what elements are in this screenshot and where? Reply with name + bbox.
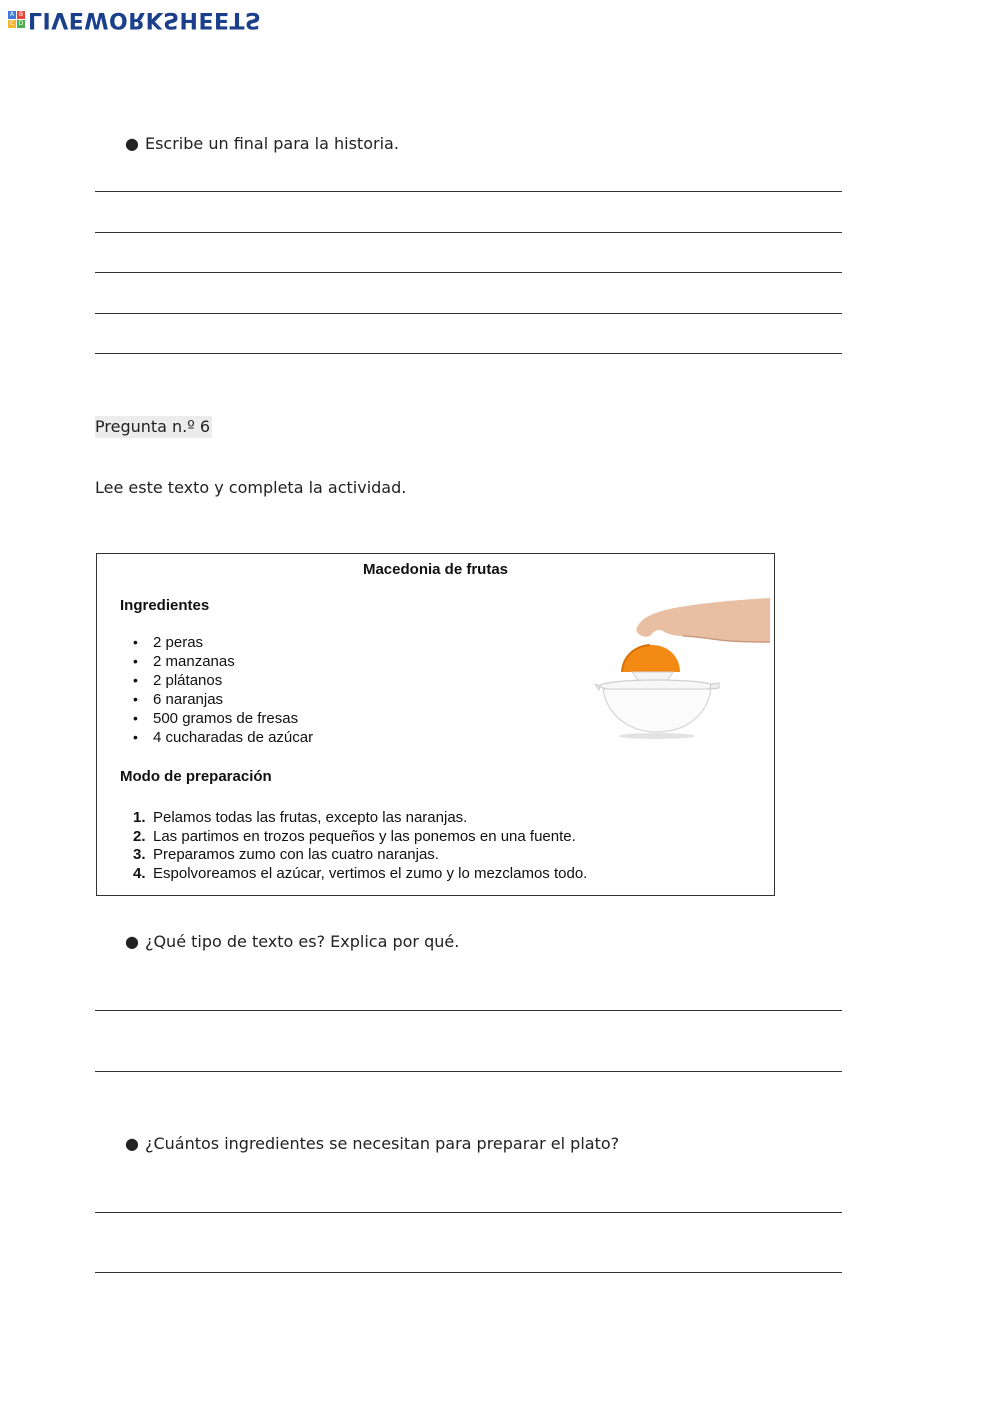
- orange-shape: [622, 645, 680, 672]
- step-number: 1.: [133, 809, 146, 826]
- list-item: • 2 peras: [133, 633, 313, 652]
- answer-line[interactable]: [95, 1212, 842, 1213]
- bullet-icon: ●: [125, 134, 139, 153]
- answer-line[interactable]: [95, 232, 842, 233]
- list-item: • 4 cucharadas de azúcar: [133, 728, 313, 747]
- step-text: Espolvoreamos el azúcar, vertimos el zumo y lo mezclamos todo.: [153, 865, 588, 883]
- list-item: [133, 809, 587, 828]
- question-instruction: Lee este texto y completa la actividad.: [95, 478, 407, 497]
- list-item: • 6 naranjas: [133, 690, 313, 709]
- prompt-text-type: [125, 932, 459, 951]
- list-item: • 2 manzanas: [133, 652, 313, 671]
- step-text: Las partimos en trozos pequeños y las ponemos en una fuente.: [153, 827, 576, 845]
- list-item: [133, 865, 587, 884]
- answer-line[interactable]: [95, 272, 842, 273]
- prompt-story-ending: [125, 134, 399, 153]
- liveworksheets-logo: [8, 6, 261, 32]
- list-item: [133, 828, 587, 847]
- bowl-shape: [603, 689, 711, 732]
- logo-text: LIVEWORKSHEETS: [28, 7, 262, 32]
- prompt-text: Escribe un final para la historia.: [144, 134, 399, 153]
- bullet-icon: ●: [125, 932, 139, 951]
- preparation-steps: [133, 809, 587, 884]
- logo-blocks-icon: A B C D: [9, 10, 24, 27]
- list-item: [133, 846, 587, 865]
- list-item: • 2 plátanos: [133, 671, 313, 690]
- list-item: • 500 gramos de fresas: [133, 709, 313, 728]
- step-number: 3.: [133, 846, 146, 864]
- prompt-ingredients-count: [125, 1134, 619, 1153]
- juicer-photo: [595, 598, 770, 740]
- step-number: 4.: [133, 865, 146, 883]
- prompt-text: ¿Qué tipo de texto es? Explica por qué.: [144, 932, 460, 951]
- answer-line[interactable]: [95, 1272, 842, 1273]
- answer-line[interactable]: [95, 313, 842, 314]
- step-text: Preparamos zumo con las cuatro naranjas.: [153, 846, 439, 864]
- ingredients-list: [133, 633, 313, 747]
- hand-shape: [636, 598, 770, 642]
- bullet-icon: ●: [125, 1134, 139, 1153]
- step-number: 2.: [133, 827, 146, 845]
- ingredients-heading: Ingredientes: [120, 597, 210, 614]
- answer-line[interactable]: [95, 191, 842, 192]
- recipe-box: [96, 553, 775, 896]
- answer-line[interactable]: [95, 1010, 842, 1011]
- recipe-title: Macedonia de frutas: [362, 561, 509, 578]
- answer-line[interactable]: [95, 1071, 842, 1072]
- question-label: Pregunta n.º 6: [95, 417, 211, 436]
- step-text: Pelamos todas las frutas, excepto las naranjas.: [153, 809, 468, 826]
- preparation-heading: Modo de preparación: [120, 768, 272, 785]
- answer-line[interactable]: [95, 353, 842, 354]
- prompt-text: ¿Cuántos ingredientes se necesitan para preparar el plato?: [144, 1134, 620, 1153]
